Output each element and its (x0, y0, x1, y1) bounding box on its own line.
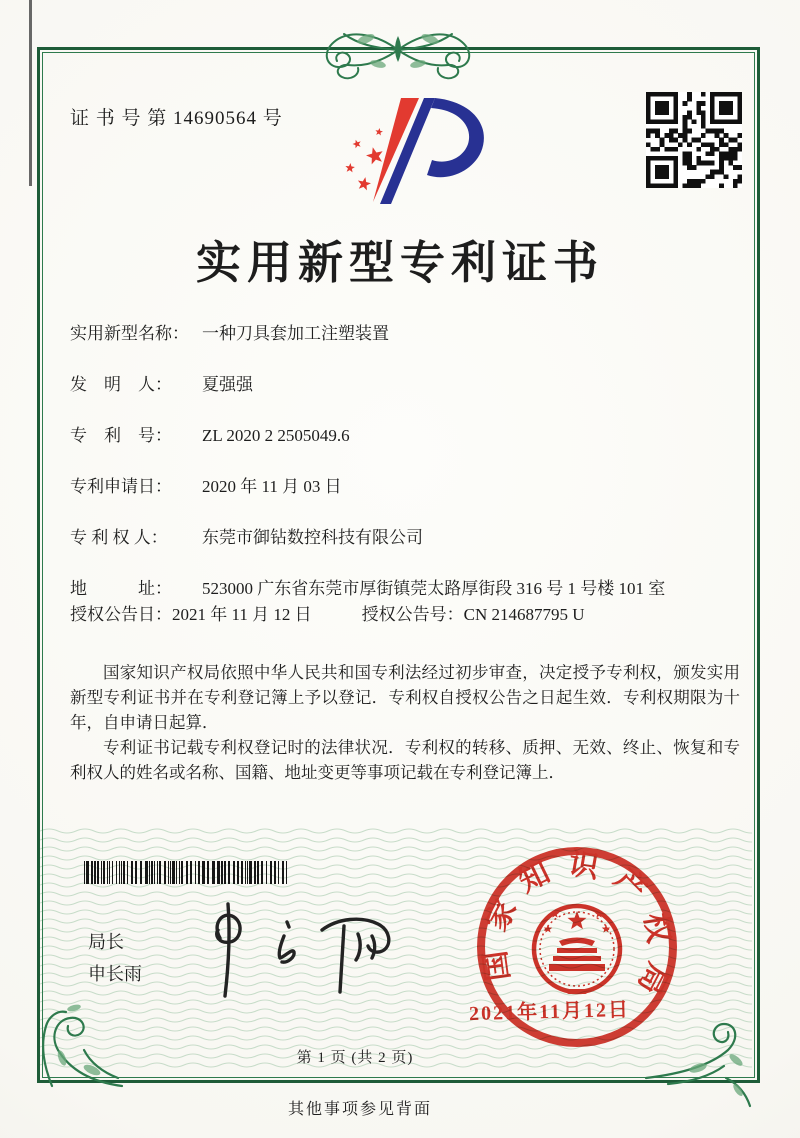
top-flourish-ornament (278, 20, 518, 84)
barcode (84, 861, 291, 885)
field-value: 2021 年 11 月 12 日 (172, 605, 312, 624)
emblem-stars (544, 910, 611, 933)
legal-paragraph: 国家知识产权局依照中华人民共和国专利法经过初步审查，决定授予专利权，颁发实用新型专利证书并在专利登记簿上予以登记．专利权自授权公告之日起生效．专利权期限为十年，自申请日起算． (70, 663, 740, 732)
field-value: 夏强强 (202, 375, 253, 394)
field-label: 专利申请日： (70, 477, 172, 496)
bottom-left-flourish-ornament (22, 988, 138, 1092)
seal-national-emblem (534, 906, 620, 994)
field-row-patent-number (70, 424, 742, 447)
field-row-address (70, 577, 742, 600)
field-value: 一种刀具套加工注塑装置 (202, 324, 389, 343)
field-row-patentee (70, 526, 742, 549)
field-value: 2020 年 11 月 03 日 (202, 477, 342, 496)
legal-text (70, 660, 740, 785)
commissioner-block (88, 926, 142, 990)
certificate-fields (70, 322, 742, 654)
page-indicator: 第 1 页 (共 2 页) (296, 1050, 414, 1066)
field-row-grant (70, 603, 742, 626)
certificate-number: 证 书 号 第 14690564 号 (70, 108, 283, 129)
back-side-note: 其他事项参见背面 (287, 1101, 432, 1118)
logo-blue-bowl (427, 98, 484, 177)
handwritten-signature (192, 900, 402, 1000)
field-label: 实用新型名称： (70, 324, 189, 343)
field-label: 授权公告号： (361, 605, 464, 624)
field-label: 地 址： (70, 579, 172, 598)
field-label: 专 利 权 人： (70, 528, 168, 547)
field-row-filing-date (70, 475, 742, 498)
grant-number-pair (362, 603, 585, 626)
field-label: 授权公告日： (70, 605, 172, 624)
seal-date: 2021年11月12日 (468, 998, 631, 1026)
photo-edge-artifact (29, 0, 32, 186)
ornament-center-leaf (395, 36, 401, 62)
field-value: 523000 广东省东莞市厚街镇莞太路厚街段 316 号 1 号楼 101 室 (202, 579, 666, 598)
certificate-title: 实用新型专利证书 (195, 238, 604, 288)
qr-code (646, 92, 742, 188)
field-label: 专 利 号： (70, 426, 172, 445)
logo-stars (345, 128, 383, 190)
cnipa-logo (323, 94, 493, 206)
seal-graphic (455, 843, 699, 1061)
field-value: ZL 2020 2 2505049.6 (202, 426, 350, 445)
commissioner-title: 局长 (88, 932, 124, 952)
seal-ring-text: 国家知识产权局 (476, 846, 678, 1013)
field-label: 发 明 人： (70, 375, 172, 394)
field-value: 东莞市御钻数控科技有限公司 (202, 528, 423, 547)
commissioner-name: 申长雨 (88, 964, 142, 984)
cnipa-official-seal (455, 843, 699, 1061)
field-value: CN 214687795 U (463, 605, 585, 624)
legal-paragraph: 专利证书记载专利权登记时的法律状况．专利权的转移、质押、无效、终止、恢复和专利权人的姓名或名称、国籍、地址变更等事项记载在专利登记簿上． (70, 738, 740, 782)
field-row-inventor (70, 373, 742, 396)
field-row-name (70, 322, 742, 345)
grant-date-pair (70, 603, 312, 626)
